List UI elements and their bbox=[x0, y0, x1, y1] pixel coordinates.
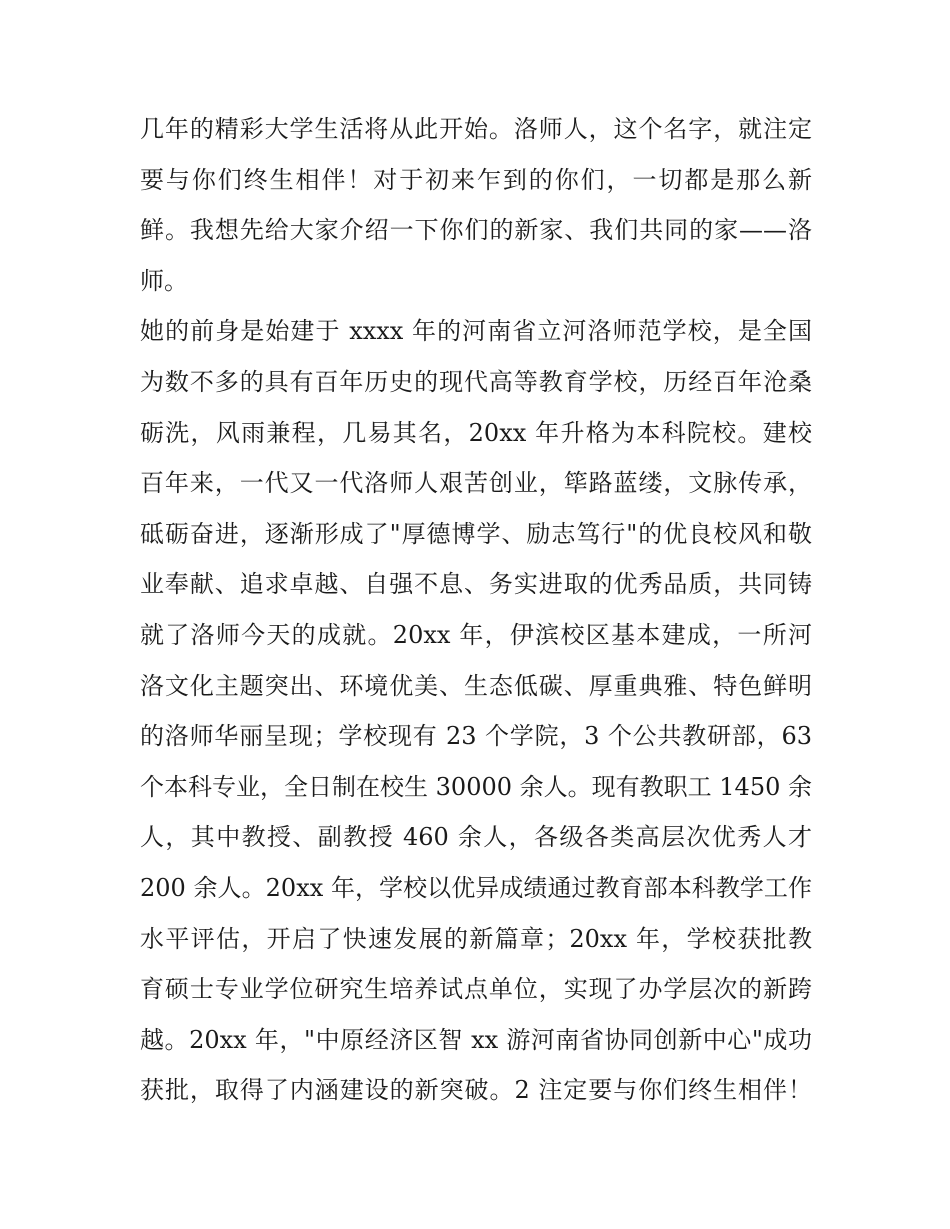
paragraph-intro bbox=[140, 104, 812, 306]
text-line: 鲜。我想先给大家介绍一下你们的新家、我们共同的家——洛 bbox=[140, 216, 812, 245]
text-line: 就了洛师今天的成就。20xx 年，伊滨校区基本建成，一所河 bbox=[140, 620, 812, 649]
text-line: 200 余人。20xx 年，学校以优异成绩通过教育部本科教学工作 bbox=[140, 873, 812, 902]
text-line: 要与你们终生相伴！对于初来乍到的你们，一切都是那么新 bbox=[140, 165, 812, 194]
text-line: 获批，取得了内涵建设的新突破。2 注定要与你们终生相伴！ bbox=[140, 1076, 812, 1105]
text-line: 水平评估，开启了快速发展的新篇章；20xx 年，学校获批教 bbox=[140, 924, 812, 953]
text-line: 几年的精彩大学生活将从此开始。洛师人，这个名字，就注定 bbox=[140, 115, 812, 143]
text-line: 越。20xx 年，"中原经济区智 xx 游河南省协同创新中心"成功 bbox=[140, 1025, 812, 1054]
text-line: 人，其中教授、副教授 460 余人，各级各类高层次优秀人才 bbox=[140, 823, 812, 852]
text-line: 业奉献、追求卓越、自强不息、务实进取的优秀品质，共同铸 bbox=[140, 570, 812, 599]
text-line: 个本科专业，全日制在校生 30000 余人。现有教职工 1450 余 bbox=[140, 772, 812, 801]
text-line: 百年来，一代又一代洛师人艰苦创业，筚路蓝缕，文脉传承， bbox=[140, 469, 812, 498]
text-line: 的洛师华丽呈现；学校现有 23 个学院，3 个公共教研部，63 bbox=[140, 722, 812, 751]
paragraph-history bbox=[140, 306, 812, 1116]
text-line: 她的前身是始建于 xxxx 年的河南省立河洛师范学校，是全国 bbox=[140, 317, 812, 346]
text-line: 师。 bbox=[140, 266, 188, 295]
document-body bbox=[140, 104, 812, 1116]
text-line: 洛文化主题突出、环境优美、生态低碳、厚重典雅、特色鲜明 bbox=[140, 671, 812, 700]
text-line: 砺洗，风雨兼程，几易其名，20xx 年升格为本科院校。建校 bbox=[140, 418, 812, 447]
text-line: 育硕士专业学位研究生培养试点单位，实现了办学层次的新跨 bbox=[140, 975, 812, 1004]
text-line: 砥砺奋进，逐渐形成了"厚德博学、励志笃行"的优良校风和敬 bbox=[140, 519, 812, 548]
text-line: 为数不多的具有百年历史的现代高等教育学校，历经百年沧桑 bbox=[140, 367, 812, 396]
